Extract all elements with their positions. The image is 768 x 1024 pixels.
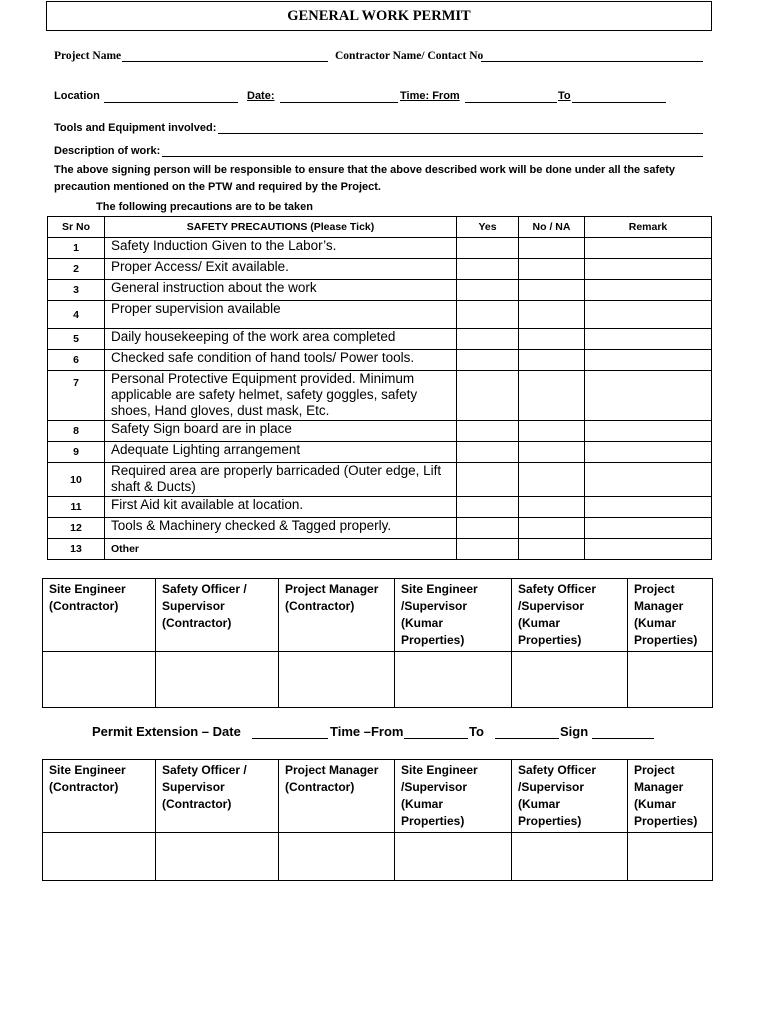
precaution-text: Checked safe condition of hand tools/ Power tools. — [105, 350, 457, 371]
no-na-cell[interactable] — [519, 280, 585, 301]
yes-cell[interactable] — [457, 301, 519, 329]
remark-cell[interactable] — [585, 497, 712, 518]
no-na-cell[interactable] — [519, 497, 585, 518]
row-number: 12 — [48, 518, 105, 539]
extension-signature-table — [42, 759, 713, 881]
signature-cell[interactable] — [395, 652, 512, 708]
signatory-project-manager-kumar: Project Manager (Kumar Properties) — [628, 579, 713, 652]
page-title: GENERAL WORK PERMIT — [46, 1, 712, 31]
table-row — [48, 518, 712, 539]
signature-header-row — [43, 579, 713, 652]
signature-cell[interactable] — [512, 833, 628, 881]
signatory-safety-officer-contractor: Safety Officer / Supervisor (Contractor) — [156, 760, 279, 833]
yes-cell[interactable] — [457, 442, 519, 463]
precaution-text: Personal Protective Equipment provided. Minimum applicable are safety helmet, safety goggles, safety shoes, Hand gloves, dust mask, Etc. — [105, 371, 457, 421]
signatory-project-manager-contractor: Project Manager (Contractor) — [279, 579, 395, 652]
remark-cell[interactable] — [585, 329, 712, 350]
no-na-cell[interactable] — [519, 259, 585, 280]
remark-cell[interactable] — [585, 539, 712, 560]
remark-cell[interactable] — [585, 463, 712, 497]
tools-line[interactable] — [218, 133, 703, 134]
header-precautions: SAFETY PRECAUTIONS (Please Tick) — [105, 217, 457, 238]
signature-header-row — [43, 760, 713, 833]
extension-to-line[interactable] — [495, 738, 559, 739]
signatory-site-engineer-kumar: Site Engineer /Supervisor (Kumar Properties) — [395, 579, 512, 652]
row-number: 4 — [48, 301, 105, 329]
contractor-line[interactable] — [481, 61, 703, 62]
yes-cell[interactable] — [457, 497, 519, 518]
no-na-cell[interactable] — [519, 238, 585, 259]
remark-cell[interactable] — [585, 280, 712, 301]
table-row — [48, 280, 712, 301]
precaution-text: Required area are properly barricaded (Outer edge, Lift shaft & Ducts) — [105, 463, 457, 497]
signature-cell[interactable] — [628, 833, 713, 881]
tools-label: Tools and Equipment involved: — [54, 122, 217, 134]
location-label: Location — [54, 90, 100, 102]
signature-cell[interactable] — [279, 833, 395, 881]
no-na-cell[interactable] — [519, 442, 585, 463]
signature-cell[interactable] — [156, 652, 279, 708]
no-na-cell[interactable] — [519, 518, 585, 539]
signature-cell[interactable] — [628, 652, 713, 708]
precaution-text: Proper supervision available — [105, 301, 457, 329]
contractor-label: Contractor Name/ Contact No — [335, 50, 484, 62]
no-na-cell[interactable] — [519, 421, 585, 442]
yes-cell[interactable] — [457, 280, 519, 301]
table-row — [48, 421, 712, 442]
signatory-safety-officer-kumar: Safety Officer /Supervisor (Kumar Properties) — [512, 760, 628, 833]
row-number: 11 — [48, 497, 105, 518]
date-line[interactable] — [280, 102, 398, 103]
time-to-line[interactable] — [572, 102, 666, 103]
time-from-label: Time: From — [400, 90, 460, 102]
row-number: 10 — [48, 463, 105, 497]
table-row — [48, 539, 712, 560]
remark-cell[interactable] — [585, 421, 712, 442]
row-number: 13 — [48, 539, 105, 560]
row-number: 6 — [48, 350, 105, 371]
row-number: 8 — [48, 421, 105, 442]
yes-cell[interactable] — [457, 518, 519, 539]
extension-time-from-line[interactable] — [404, 738, 468, 739]
extension-date-line[interactable] — [252, 738, 328, 739]
table-header-row — [48, 217, 712, 238]
table-row — [48, 497, 712, 518]
table-row — [48, 442, 712, 463]
extension-to-label: To — [469, 724, 484, 739]
yes-cell[interactable] — [457, 371, 519, 421]
table-row — [48, 329, 712, 350]
signatory-safety-officer-kumar: Safety Officer /Supervisor (Kumar Properties) — [512, 579, 628, 652]
table-row — [48, 259, 712, 280]
row-number: 5 — [48, 329, 105, 350]
no-na-cell[interactable] — [519, 463, 585, 497]
precaution-text: Safety Sign board are in place — [105, 421, 457, 442]
signature-cell[interactable] — [156, 833, 279, 881]
yes-cell[interactable] — [457, 238, 519, 259]
extension-date-label: Permit Extension – Date — [92, 724, 241, 739]
signatory-project-manager-kumar: Project Manager (Kumar Properties) — [628, 760, 713, 833]
header-sr-no: Sr No — [48, 217, 105, 238]
row-number: 2 — [48, 259, 105, 280]
table-row — [48, 371, 712, 421]
remark-cell[interactable] — [585, 238, 712, 259]
row-number: 3 — [48, 280, 105, 301]
row-number: 9 — [48, 442, 105, 463]
precaution-text: First Aid kit available at location. — [105, 497, 457, 518]
signatory-site-engineer-contractor: Site Engineer (Contractor) — [43, 760, 156, 833]
signature-cell[interactable] — [43, 652, 156, 708]
precaution-text: Tools & Machinery checked & Tagged properly. — [105, 518, 457, 539]
responsibility-statement: The above signing person will be responsible to ensure that the above described work will be done under all the safety precaution mentioned on the PTW and required by the Project. — [54, 164, 676, 193]
date-label: Date: — [247, 90, 275, 102]
remark-cell[interactable] — [585, 259, 712, 280]
precautions-table — [47, 216, 712, 560]
time-to-label: To — [558, 90, 571, 102]
signature-cell[interactable] — [512, 652, 628, 708]
table-row — [48, 238, 712, 259]
yes-cell[interactable] — [457, 329, 519, 350]
signature-cell[interactable] — [43, 833, 156, 881]
signatory-safety-officer-contractor: Safety Officer / Supervisor (Contractor) — [156, 579, 279, 652]
signatory-site-engineer-kumar: Site Engineer /Supervisor (Kumar Properties) — [395, 760, 512, 833]
precaution-text: Daily housekeeping of the work area completed — [105, 329, 457, 350]
header-yes: Yes — [457, 217, 519, 238]
row-number: 7 — [48, 371, 105, 421]
yes-cell[interactable] — [457, 421, 519, 442]
no-na-cell[interactable] — [519, 539, 585, 560]
header-no-na: No / NA — [519, 217, 585, 238]
description-label: Description of work: — [54, 145, 161, 157]
remark-cell[interactable] — [585, 442, 712, 463]
row-number: 1 — [48, 238, 105, 259]
location-line[interactable] — [104, 102, 238, 103]
signature-cell[interactable] — [395, 833, 512, 881]
table-row — [48, 301, 712, 329]
header-remark: Remark — [585, 217, 712, 238]
no-na-cell[interactable] — [519, 371, 585, 421]
project-name-line[interactable] — [122, 61, 328, 62]
extension-time-from-label: Time –From — [330, 724, 404, 739]
precaution-text: General instruction about the work — [105, 280, 457, 301]
yes-cell[interactable] — [457, 463, 519, 497]
no-na-cell[interactable] — [519, 350, 585, 371]
signature-row — [43, 652, 713, 708]
yes-cell[interactable] — [457, 259, 519, 280]
yes-cell[interactable] — [457, 350, 519, 371]
project-name-label: Project Name — [54, 50, 122, 62]
table-row — [48, 463, 712, 497]
remark-cell[interactable] — [585, 350, 712, 371]
precaution-text: Proper Access/ Exit available. — [105, 259, 457, 280]
signature-table — [42, 578, 713, 708]
signatory-project-manager-contractor: Project Manager (Contractor) — [279, 760, 395, 833]
precautions-intro: The following precautions are to be taken — [96, 201, 313, 213]
remark-cell[interactable] — [585, 371, 712, 421]
remark-cell[interactable] — [585, 518, 712, 539]
time-from-line[interactable] — [465, 102, 557, 103]
no-na-cell[interactable] — [519, 329, 585, 350]
signatory-site-engineer-contractor: Site Engineer (Contractor) — [43, 579, 156, 652]
signature-row — [43, 833, 713, 881]
table-row — [48, 350, 712, 371]
no-na-cell[interactable] — [519, 301, 585, 329]
description-line[interactable] — [162, 156, 703, 157]
precaution-text: Other — [105, 539, 457, 560]
yes-cell[interactable] — [457, 539, 519, 560]
precaution-text: Safety Induction Given to the Labor’s. — [105, 238, 457, 259]
extension-sign-line[interactable] — [592, 738, 654, 739]
signature-cell[interactable] — [279, 652, 395, 708]
remark-cell[interactable] — [585, 301, 712, 329]
extension-sign-label: Sign — [560, 724, 589, 739]
precaution-text: Adequate Lighting arrangement — [105, 442, 457, 463]
